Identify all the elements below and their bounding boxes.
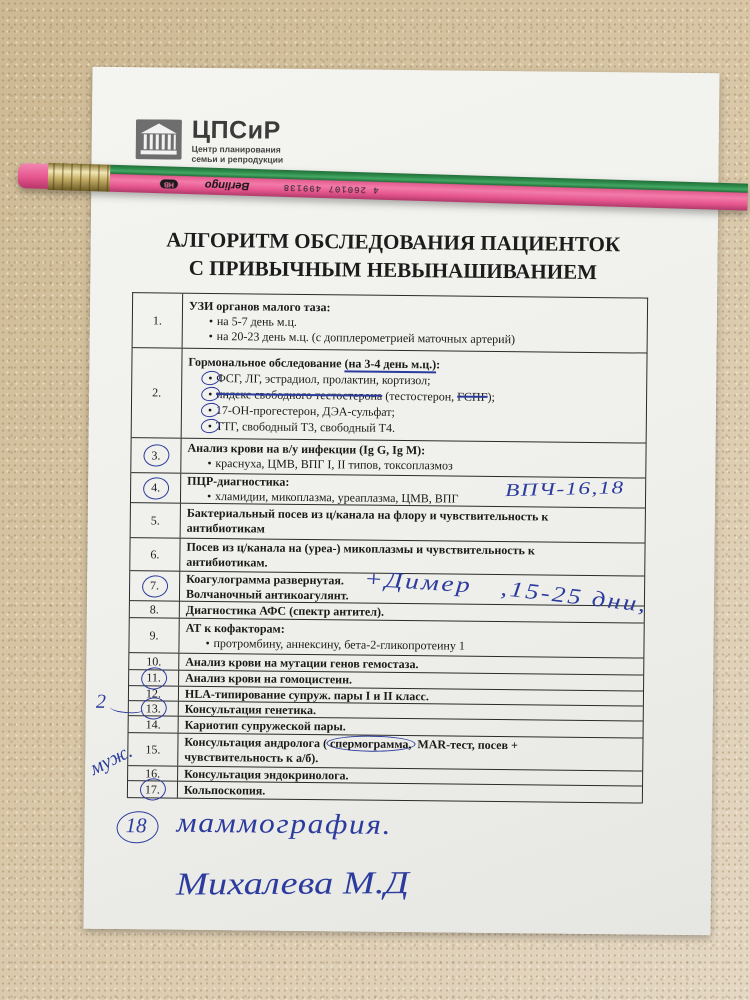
- bullet-icon: •: [208, 370, 213, 385]
- row-text: антибиотикам.: [186, 554, 268, 570]
- row-text: (на 3-4 день м.ц.): [344, 355, 437, 371]
- bullet-icon: •: [208, 386, 213, 401]
- row-number-cell: [129, 670, 179, 686]
- row-text: Консультация эндокринолога.: [184, 766, 349, 782]
- handwritten-note-hpv: ВПЧ-16,18: [504, 477, 625, 501]
- handwritten-note-days: ,15-25 дни,: [499, 575, 650, 617]
- table-row: [132, 348, 647, 443]
- row-text: протромбину, аннексину, бета-2-гликопротеину 1: [213, 636, 465, 653]
- row-number: 13.: [145, 700, 161, 715]
- row-number: 16.: [145, 765, 161, 780]
- row-content: [181, 504, 645, 543]
- document-title: [135, 225, 651, 286]
- row-text: краснуха, ЦМВ, ВПГ I, II типов, токсоплазмоз: [215, 456, 453, 473]
- handwritten-margin-number: 2: [95, 690, 106, 713]
- row-text: HLA-типирование супруж. пары I и II класс.: [184, 686, 430, 703]
- pencil-barcode-number: 4 260107 499138: [282, 181, 379, 195]
- row-text: антибиотикам: [186, 520, 265, 536]
- bullet-icon: •: [207, 455, 212, 471]
- row-text: Консультация андролога (: [184, 734, 328, 751]
- row-number-cell: [129, 716, 179, 733]
- row-content: [183, 294, 648, 353]
- row-number: 17.: [144, 781, 161, 796]
- row-number: 2.: [152, 385, 162, 400]
- bullet-icon: •: [208, 313, 214, 328]
- row-number-cell: [129, 618, 179, 653]
- logo-abbreviation: ЦПСиР: [191, 115, 281, 145]
- row-text: ПЦР-диагностика:: [187, 473, 290, 489]
- row-number-cell: [132, 348, 183, 438]
- row-number-cell: [130, 601, 180, 618]
- row-number: 4.: [151, 480, 161, 495]
- handwritten-note-ddimer: +Димер: [363, 565, 474, 598]
- row-text: ТТГ, свободный Т3, свободный Т4.: [215, 418, 396, 435]
- row-number: 6.: [150, 546, 160, 561]
- row-number: 5.: [150, 512, 160, 527]
- bullet-icon: •: [206, 488, 212, 503]
- handwritten-circle-mark: [141, 475, 170, 500]
- row-text: Анализ крови на мутации генов гемостаза.: [185, 654, 419, 671]
- handwritten-item-mammography: маммография.: [176, 807, 393, 841]
- handwritten-signature: Михалева М.Д: [175, 864, 409, 902]
- row-number-cell: [131, 473, 181, 503]
- row-number: 10.: [146, 653, 162, 668]
- row-number-cell: [131, 503, 181, 538]
- row-content: [179, 619, 643, 658]
- title-line: АЛГОРИТМ ОБСЛЕДОВАНИЯ ПАЦИЕНТОК: [166, 227, 621, 257]
- bullet-icon: •: [205, 635, 210, 650]
- row-number-cell: [130, 538, 180, 571]
- row-content: [182, 349, 647, 443]
- row-number: 3.: [151, 447, 161, 462]
- row-content: [178, 734, 642, 771]
- row-text: на 5-7 день м.ц.: [216, 313, 298, 329]
- row-text: Диагностика АФС (спектр антител).: [185, 602, 385, 619]
- handwritten-note-husband: муж.: [86, 740, 136, 780]
- row-text: ФСГ, ЛГ, эстрадиол, пролактин, кортизол;: [216, 370, 431, 387]
- row-number: 14.: [145, 716, 161, 731]
- row-text: индекс свободного тестостерона: [216, 386, 383, 403]
- row-number: 11.: [146, 670, 161, 685]
- examination-table: [127, 292, 648, 803]
- handwritten-circle-mark: [140, 573, 169, 598]
- row-line: [188, 417, 640, 438]
- row-number: 1.: [152, 312, 162, 327]
- row-text: спермограмма,: [326, 735, 416, 752]
- row-text: Коагулограмма развернутая.: [186, 571, 345, 587]
- pencil-eraser: [18, 163, 52, 189]
- table-row: [133, 293, 648, 353]
- row-number: 7.: [150, 578, 160, 593]
- handwritten-item-number: 18: [125, 813, 147, 838]
- bullet-icon: •: [207, 402, 213, 417]
- row-text: Гормональное обследование: [188, 354, 345, 370]
- row-text: Консультация генетика.: [184, 701, 317, 717]
- row-text: );: [487, 389, 496, 404]
- pencil-ferrule: [48, 163, 111, 192]
- row-text: на 20-23 день м.ц. (с допплерометрией маточных артерий): [216, 328, 516, 346]
- row-text: 17-ОН-прогестерон, ДЭА-сульфат;: [215, 402, 396, 419]
- row-number: 9.: [149, 627, 159, 642]
- row-number-cell: [128, 781, 178, 798]
- handwritten-bracket-mark: [109, 702, 144, 715]
- row-number: 12.: [145, 685, 162, 700]
- pencil-grade-label: HB: [160, 179, 178, 189]
- row-number-cell: [133, 293, 184, 348]
- row-text: MAR-тест, посев +: [414, 737, 518, 753]
- logo-subtitle: [192, 145, 284, 165]
- row-number: 8.: [149, 601, 159, 616]
- row-number: 15.: [145, 741, 161, 756]
- row-text: Анализ крови на гомоцистеин.: [185, 670, 353, 687]
- handwritten-circle-mark: [142, 443, 171, 468]
- row-text: Волчаночный антикоагулянт.: [185, 586, 349, 602]
- bullet-icon: •: [207, 418, 213, 433]
- logo-subtitle-line: Центр планирования: [191, 143, 281, 155]
- row-text: :: [436, 356, 441, 371]
- row-text: Кольпоскопия.: [183, 782, 266, 798]
- table-row: [129, 618, 643, 658]
- row-text: Бактериальный посев из ц/канала на флору и чувствительность к: [186, 505, 549, 524]
- building-icon: [136, 119, 182, 159]
- row-text: УЗИ органов малого таза:: [188, 298, 331, 314]
- bullet-icon: •: [208, 328, 213, 343]
- row-number-cell: [130, 571, 180, 601]
- row-text: чувствительность к а/б).: [184, 749, 319, 766]
- title-line: С ПРИВЫЧНЫМ НЕВЫНАШИВАНИЕМ: [188, 255, 598, 285]
- row-content: [181, 439, 645, 478]
- row-number-cell: [131, 438, 181, 473]
- logo-subtitle-line: семьи и репродукции: [191, 153, 284, 165]
- handwritten-circle-mark: [138, 777, 167, 802]
- row-text: Кариотип супружеской пары.: [184, 717, 346, 733]
- row-text: (тестостерон,: [382, 388, 458, 404]
- row-text: Анализ крови на в/у инфекции (Ig G, Ig M):: [187, 440, 426, 458]
- pencil-brand-label: Berlingo: [204, 178, 250, 192]
- row-text: хламидии, микоплазма, уреаплазма, ЦМВ, ВПГ: [214, 488, 459, 506]
- table-row: [131, 503, 645, 543]
- row-text: АТ к кофакторам:: [185, 620, 285, 636]
- row-text: Посев из ц/канала на (уреа-) микоплазмы и чувствительность к: [186, 539, 535, 558]
- row-text: ГСПГ: [457, 389, 488, 404]
